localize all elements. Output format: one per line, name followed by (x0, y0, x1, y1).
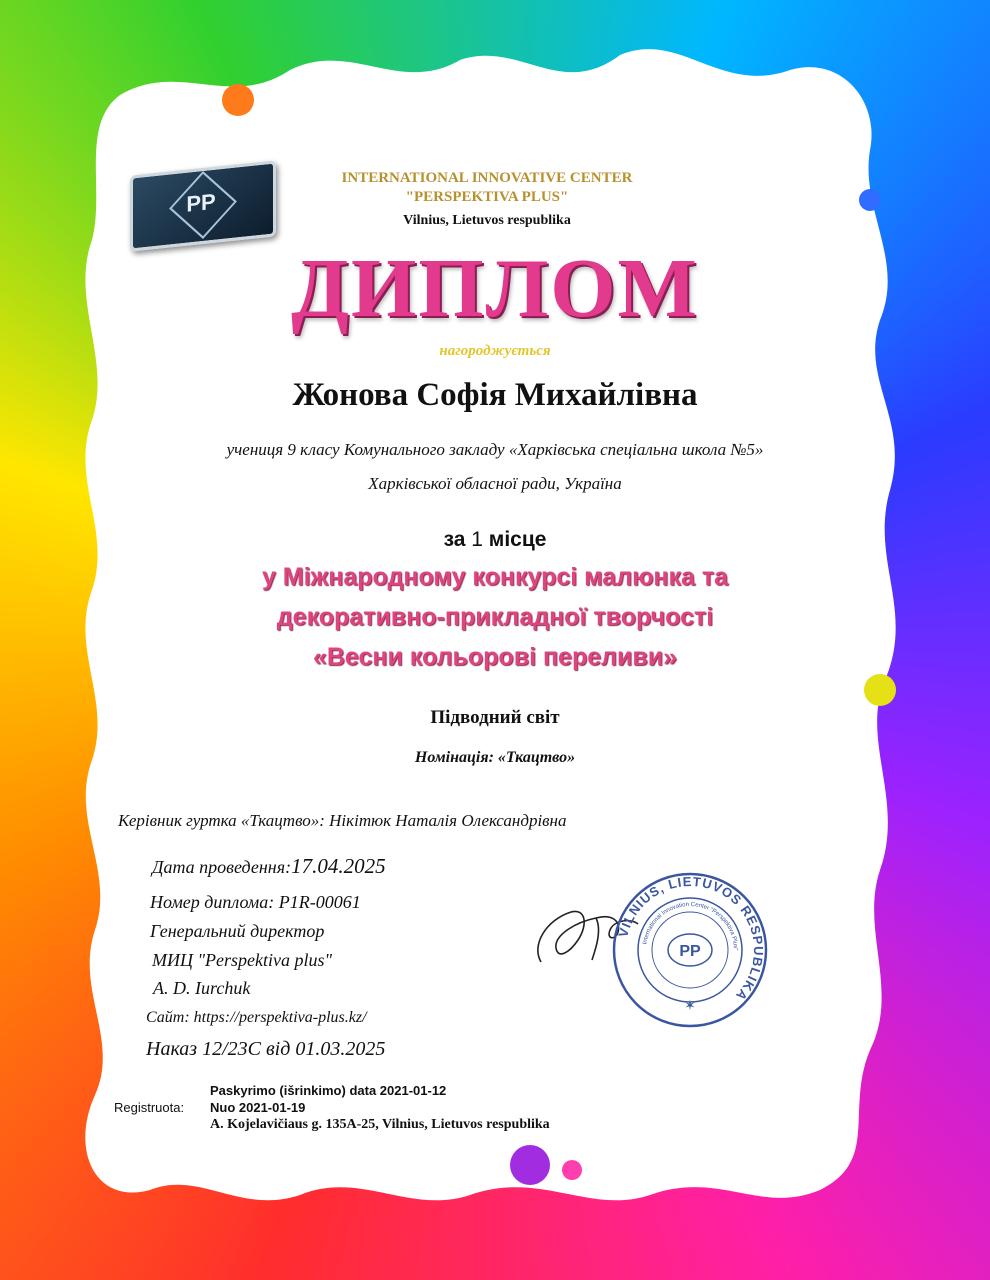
date-label: Дата проведення: (152, 857, 292, 877)
org-location: Vilnius, Lietuvos respublika (403, 213, 571, 228)
recipient-name: Жонова Софія Михайлівна (292, 377, 698, 413)
registration-line1: Paskyrimo (išrinkimo) data 2021-01-12 (210, 1083, 447, 1098)
registration-line2: Nuo 2021-01-19 (210, 1100, 306, 1115)
supervisor: Керівник гуртка «Ткацтво»: Нікітюк Наталія Олександрівна (118, 811, 567, 830)
site-line: Сайт: https://perspektiva-plus.kz/ (146, 1009, 367, 1026)
number-value: P1R-00061 (278, 892, 361, 912)
registration-label: Registruota: (114, 1100, 185, 1115)
paint-droplet-pink (562, 1160, 582, 1180)
stamp-inner-ring-text: International Innovation Center "Perspektiva Plus" (642, 901, 739, 951)
director-name: A. D. Iurchuk (153, 978, 251, 998)
stamp-star-icon: ✶ (684, 999, 696, 1014)
order-line: Наказ 12/23С від 01.03.2025 (146, 1038, 386, 1060)
place-prefix: за (443, 528, 466, 551)
place-number: 1 (471, 528, 483, 551)
contest-line1: у Міжнародному конкурсі малюнка та (261, 563, 729, 591)
awarded-label: нагороджується (439, 343, 551, 359)
paint-droplet-purple (510, 1145, 550, 1185)
paint-droplet-orange (222, 84, 254, 116)
center-logo (130, 160, 276, 251)
org-name-line1: INTERNATIONAL INNOVATIVE CENTER (341, 170, 633, 186)
director-org: МИЦ "Perspektiva plus" (152, 950, 333, 970)
logo-text: PP (186, 188, 216, 217)
director-title: Генеральний директор (150, 921, 325, 941)
contest-line2: декоративно-прикладної творчості (276, 603, 714, 631)
recipient-description-line2: Харківської обласної ради, Україна (368, 474, 622, 493)
paint-droplet-yellow (864, 674, 896, 706)
org-name-line2: "PERSPEKTIVA PLUS" (405, 189, 569, 205)
diploma-title: ДИПЛОМ (291, 242, 699, 335)
paint-droplet-blue (859, 189, 881, 211)
contest-line3: «Весни кольорові переливи» (312, 643, 678, 671)
work-title: Підводний світ (430, 707, 560, 728)
date-row (152, 854, 386, 879)
stamp-center-text: PP (679, 943, 701, 960)
date-value: 17.04.2025 (291, 854, 386, 878)
registration-address: A. Kojelavičiaus g. 135A-25, Vilnius, Lietuvos respublika (210, 1117, 550, 1132)
number-row (150, 892, 361, 913)
place-award (0, 528, 990, 552)
place-suffix: місце (488, 528, 547, 551)
official-stamp (610, 870, 770, 1030)
stamp-ring-text: VILNIUS, LIETUVOS RESPUBLIKA (615, 873, 767, 1004)
recipient-description-line1: учениця 9 класу Комунального закладу «Харківська спеціальна школа №5» (226, 440, 764, 459)
number-label: Номер диплома: (150, 892, 275, 912)
nomination: Номінація: «Ткацтво» (414, 749, 576, 766)
